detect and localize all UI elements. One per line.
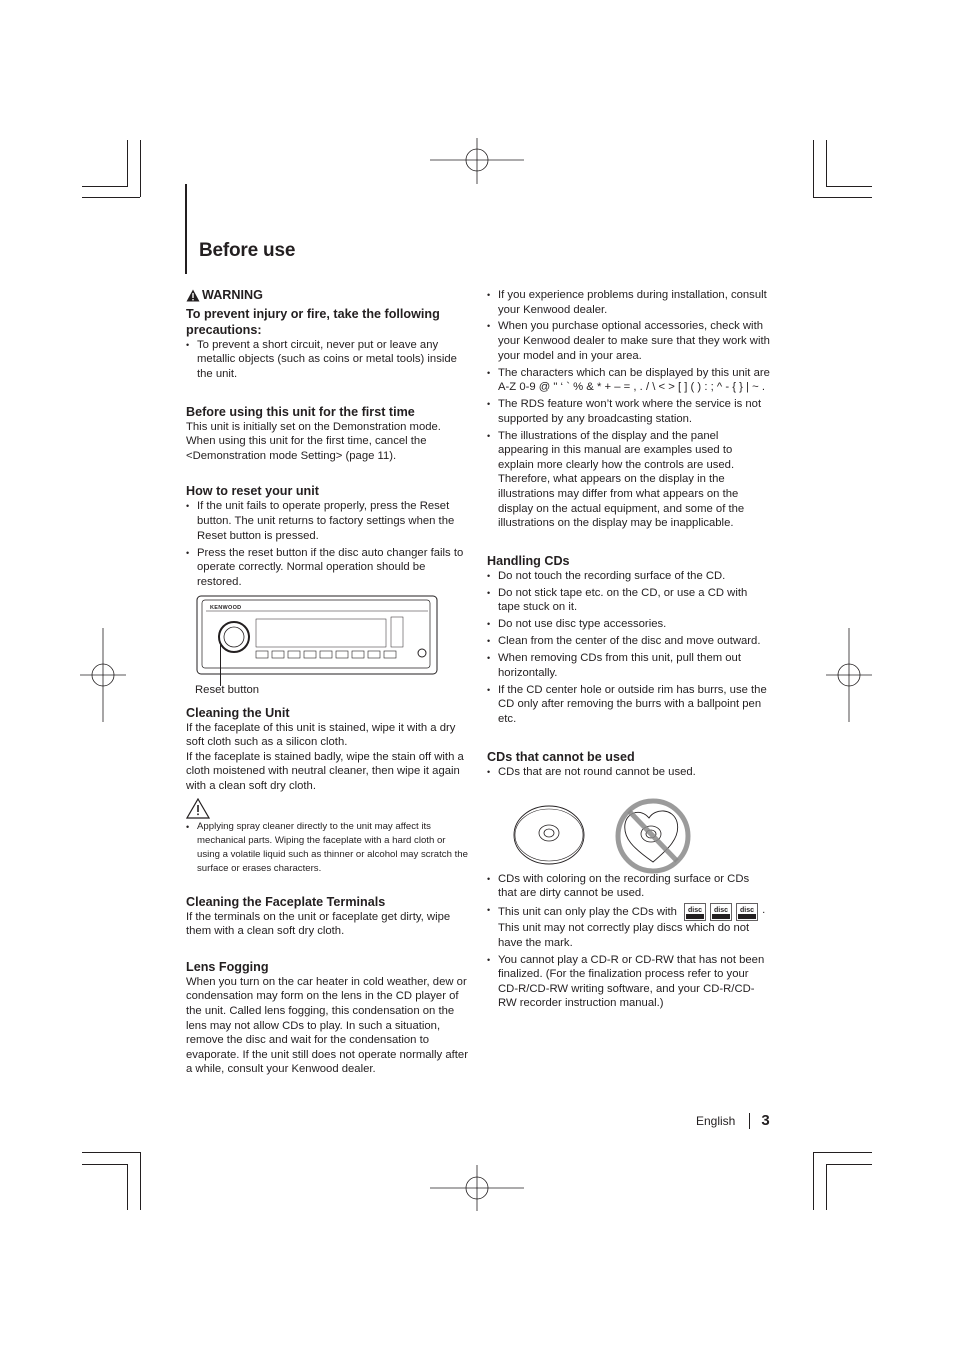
fog-text: When you turn on the car heater in cold weather, dew or condensation may form on the lens in the CD player of the unit. Called lens fogging, this condensation on the lens may not allow CDs to play. In such a situation, remove the disc and wait for the condensation to evaporate. If the unit still does not operate normally after a while, consult your Kenwood dealer. (186, 975, 468, 1076)
fog-heading: Lens Fogging (186, 959, 269, 974)
cannot-list-2 (487, 872, 770, 1011)
stereo-brand: KENWOOD (210, 604, 242, 611)
list-item: • When removing CDs from this unit, pull them out horizontally. (487, 651, 770, 680)
cannot-heading: CDs that cannot be used (487, 749, 635, 764)
first-use-heading: Before using this unit for the first time (186, 404, 415, 419)
warning-label-text: WARNING (202, 288, 263, 302)
footer-language: English (696, 1113, 736, 1128)
list-item: • Applying spray cleaner directly to the unit may affect its mechanical parts. Wiping the faceplate with a hard cloth or using a volatile liquid such as thinner or alcohol may scratch the surface or erases characters. (186, 820, 468, 877)
list-item: • The RDS feature won’t work where the service is not supported by any broadcasting station. (487, 397, 770, 426)
list-item: • The illustrations of the display and the panel appearing in this manual are examples used to explain more clearly how the controls are used. Therefore, what appears on the display in the illustrations may differ from what appears on the display on the actual equipment, and some of the illustrations on the display may be inapplicable. (487, 429, 770, 531)
footer-separator (749, 1113, 750, 1129)
compact-disc-logo-icon (684, 903, 706, 921)
disc-illustrations (487, 782, 770, 870)
reset-caption: Reset button (195, 683, 260, 696)
first-use-text: This unit is initially set on the Demonstration mode. When using this unit for the first time, cancel the <Demonstration mode Setting> (page 11). (186, 420, 441, 462)
list-item: • Press the reset button if the disc auto changer fails to operate correctly. Normal operation should be restored. (186, 546, 468, 590)
list-item: • You cannot play a CD-R or CD-RW that has not been finalized. (For the finalization process refer to your CD-R/CD-RW writing software, and your CD-R/CD-RW recorder instruction manual.) (487, 953, 770, 1011)
compact-disc-rewritable-logo-icon (736, 903, 758, 921)
page-footer (696, 1112, 770, 1129)
left-column (186, 288, 468, 1077)
list-item: • If the CD center hole or outside rim has burrs, use the CD only after removing the burrs with a ballpoint pen etc. (487, 683, 770, 727)
cannot-item-3a: This unit can only play the CDs with (498, 906, 677, 919)
caution-list (186, 820, 468, 877)
list-item (487, 903, 770, 950)
list-item: • CDs that are not round cannot be used. (487, 765, 770, 780)
round-disc-icon (512, 804, 586, 866)
caution-icon (186, 798, 210, 819)
list-item: • When you purchase optional accessories, check with your Kenwood dealer to make sure that they work with your model and in your area. (487, 319, 770, 363)
period: . (762, 904, 766, 917)
reset-list (186, 499, 468, 589)
registration-mark-right (826, 628, 872, 722)
cannot-list-1 (487, 765, 770, 780)
list-item: • Do not stick tape etc. on the CD, or use a CD with tape stuck on it. (487, 586, 770, 615)
warning-list (186, 338, 468, 382)
general-list (487, 288, 770, 531)
right-column (487, 288, 770, 1013)
warning-heading: To prevent injury or fire, take the following precautions: (186, 306, 440, 337)
cleaning-text-1: If the faceplate of this unit is stained, wipe it with a dry soft cloth such as a silicon cloth. (186, 721, 456, 749)
registration-mark-bottom (430, 1165, 524, 1211)
list-item: • If you experience problems during installation, consult your Kenwood dealer. (487, 288, 770, 317)
cannot-item-3b: This unit may not correctly play discs which do not have the mark. (498, 922, 750, 949)
heart-disc-prohibited-icon (613, 796, 693, 876)
terminals-heading: Cleaning the Faceplate Terminals (186, 894, 386, 909)
disc-logos (684, 903, 765, 921)
list-item: • If the unit fails to operate properly, press the Reset button. The unit returns to factory settings when the Reset button is pressed. (186, 499, 468, 543)
handling-heading: Handling CDs (487, 553, 570, 568)
list-item: • Clean from the center of the disc and move outward. (487, 634, 770, 649)
warning-label (186, 288, 468, 303)
compact-disc-text-logo-icon (710, 903, 732, 921)
page-number: 3 (761, 1112, 770, 1129)
car-stereo-illustration (186, 592, 468, 700)
list-item: • Do not touch the recording surface of the CD. (487, 569, 770, 584)
terminals-text: If the terminals on the unit or faceplate get dirty, wipe them with a clean soft dry cloth. (186, 910, 451, 938)
list-item: • Do not use disc type accessories. (487, 617, 770, 632)
reset-heading: How to reset your unit (186, 484, 319, 499)
list-item: • CDs with coloring on the recording surface or CDs that are dirty cannot be used. (487, 872, 770, 901)
handling-list (487, 569, 770, 726)
title-rule (185, 184, 187, 274)
registration-mark-left (80, 628, 126, 722)
svg-text:disc: disc (740, 907, 755, 915)
cleaning-heading: Cleaning the Unit (186, 705, 290, 720)
svg-text:disc: disc (688, 907, 703, 915)
cleaning-text-2: If the faceplate is stained badly, wipe the stain off with a cloth moistened with neutral cleaner, then wipe it again with a clean soft dry cloth. (186, 750, 464, 792)
reset-pointer-line (220, 642, 221, 686)
warning-icon (186, 289, 200, 302)
list-item: • The characters which can be displayed by this unit are A-Z 0-9 @ " ‘ ` % & * + – = , . / \ < > [ ] ( ) : ; ^ - { } | ~ . (487, 366, 770, 395)
page-title: Before use (199, 240, 296, 261)
svg-text:disc: disc (714, 907, 729, 915)
list-item: • To prevent a short circuit, never put or leave any metallic objects (such as coins or metal tools) inside the unit. (186, 338, 468, 382)
registration-mark-top (430, 138, 524, 184)
